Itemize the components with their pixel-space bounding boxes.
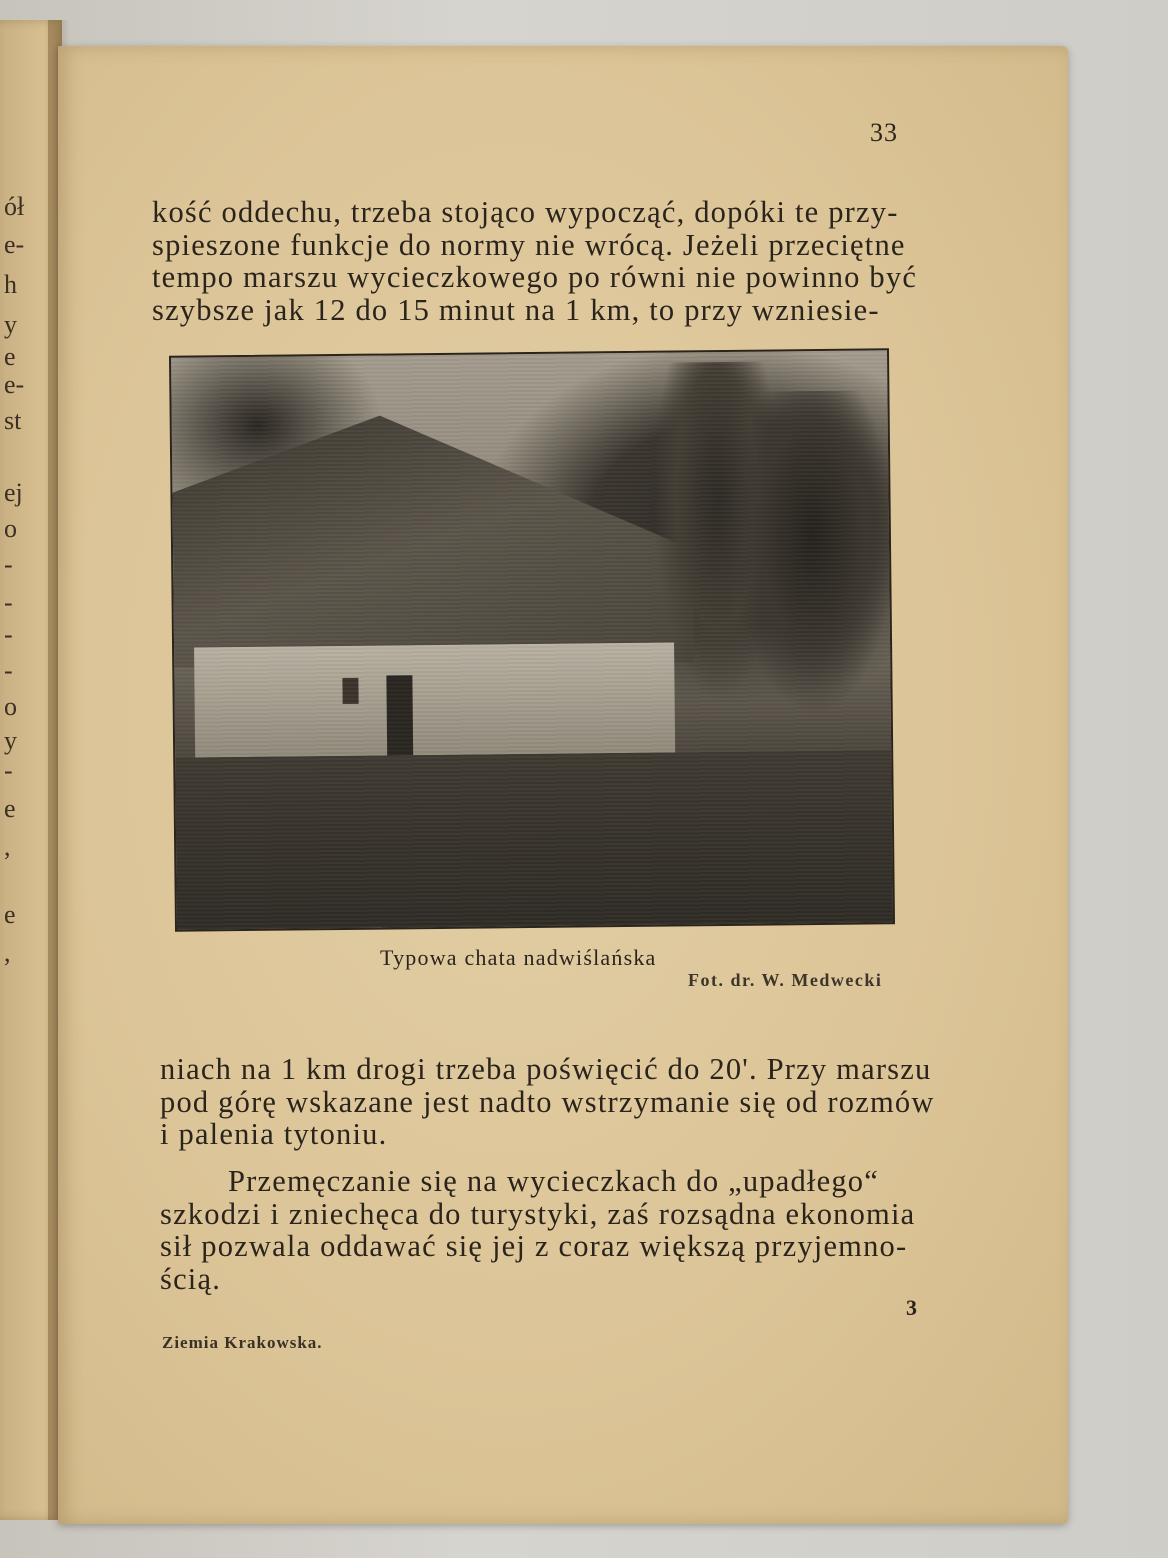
left-page-fragment: - bbox=[4, 620, 13, 649]
left-page-fragment: y bbox=[4, 310, 17, 339]
signature-title: Ziemia Krakowska. bbox=[162, 1333, 323, 1352]
page-number: 33 bbox=[870, 118, 898, 147]
left-page-fragment: h bbox=[4, 270, 17, 299]
left-page-fragment: , bbox=[4, 832, 11, 861]
text-line: niach na 1 km drogi trzeba poświęcić do 20'. Przy marszu bbox=[160, 1052, 932, 1086]
left-page-fragment: e bbox=[4, 900, 16, 929]
left-page-fragment: y bbox=[4, 726, 17, 755]
left-page-fragment: ół bbox=[4, 192, 25, 221]
left-page-fragment: e bbox=[4, 342, 16, 371]
paragraph-top bbox=[152, 195, 918, 327]
left-page-fragment: st bbox=[4, 406, 22, 435]
left-page-fragment: e- bbox=[4, 370, 25, 399]
left-page-fragment: e- bbox=[4, 230, 25, 259]
left-page-fragment: - bbox=[4, 588, 13, 617]
text-line: ścią. bbox=[160, 1261, 222, 1296]
halftone-grain bbox=[171, 350, 893, 929]
text-line: szybsze jak 12 do 15 minut na 1 km, to przy wzniesie- bbox=[152, 292, 880, 327]
left-page-fragment: - bbox=[4, 656, 13, 685]
paragraph-bottom bbox=[160, 1165, 950, 1295]
left-page-fragment: o bbox=[4, 692, 17, 721]
left-page-fragment: o bbox=[4, 514, 17, 543]
left-page-fragment: - bbox=[4, 550, 13, 579]
photo-caption: Typowa chata nadwiślańska bbox=[380, 945, 657, 970]
paragraph-middle bbox=[160, 1053, 950, 1151]
photo-credit: Fot. dr. W. Medwecki bbox=[688, 970, 883, 990]
text-line: Przemęczanie się na wycieczkach do „upadłego“ bbox=[228, 1164, 879, 1198]
left-page-fragment: - bbox=[4, 756, 13, 785]
text-line: kość oddechu, trzeba stojąco wypocząć, dopóki te przy- bbox=[152, 195, 899, 229]
left-page-fragment: , bbox=[4, 938, 11, 967]
left-page-fragment: e bbox=[4, 794, 16, 823]
text-line: szkodzi i zniechęca do turystyki, zaś rozsądna ekonomia bbox=[160, 1196, 916, 1231]
left-page-fragment: ej bbox=[4, 478, 23, 507]
text-line: tempo marszu wycieczkowego po równi nie powinno być bbox=[152, 260, 918, 294]
text-line: i palenia tytoniu. bbox=[160, 1117, 388, 1151]
text-line: spieszone funkcje do normy nie wrócą. Jeżeli przeciętne bbox=[152, 227, 906, 262]
text-line: pod górę wskazane jest nadto wstrzymanie się od rozmów bbox=[160, 1084, 935, 1119]
text-line: sił pozwala oddawać się jej z coraz większą przyjemno- bbox=[160, 1229, 908, 1263]
cottage-photograph bbox=[169, 348, 895, 932]
signature-number: 3 bbox=[906, 1295, 917, 1320]
